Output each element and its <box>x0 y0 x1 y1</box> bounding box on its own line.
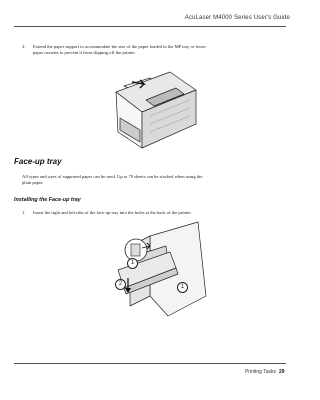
callout-1: 1 <box>127 258 138 269</box>
callout-2: 2 <box>115 279 126 290</box>
paragraph-line: plain paper. <box>22 180 44 185</box>
subsection-heading: Installing the Face-up tray <box>14 197 81 203</box>
section-heading: Face-up tray <box>14 157 62 166</box>
callout-1: 1 <box>177 282 188 293</box>
step-text: Insert the right and left tabs of the face-up tray into the holes at the back of the printer. <box>33 210 192 215</box>
footer-divider <box>14 363 286 364</box>
step-number: 1. <box>22 210 26 215</box>
step-number: 2. <box>22 44 26 49</box>
step-text-line: Extend the paper support to accommodate the size of the paper loaded in the MP tray or lower <box>33 44 206 49</box>
paragraph-line: All types and sizes of supported paper can be used. Up to 70 sheets can be stacked when using the <box>22 174 203 179</box>
footer-section-label: Printing Tasks <box>244 369 276 375</box>
running-header-title: AcuLaser M4000 Series User's Guide <box>184 15 290 21</box>
page-number: 29 <box>279 369 285 375</box>
step-text-line: paper cassette to prevent it from slipping off the printer. <box>33 50 136 55</box>
